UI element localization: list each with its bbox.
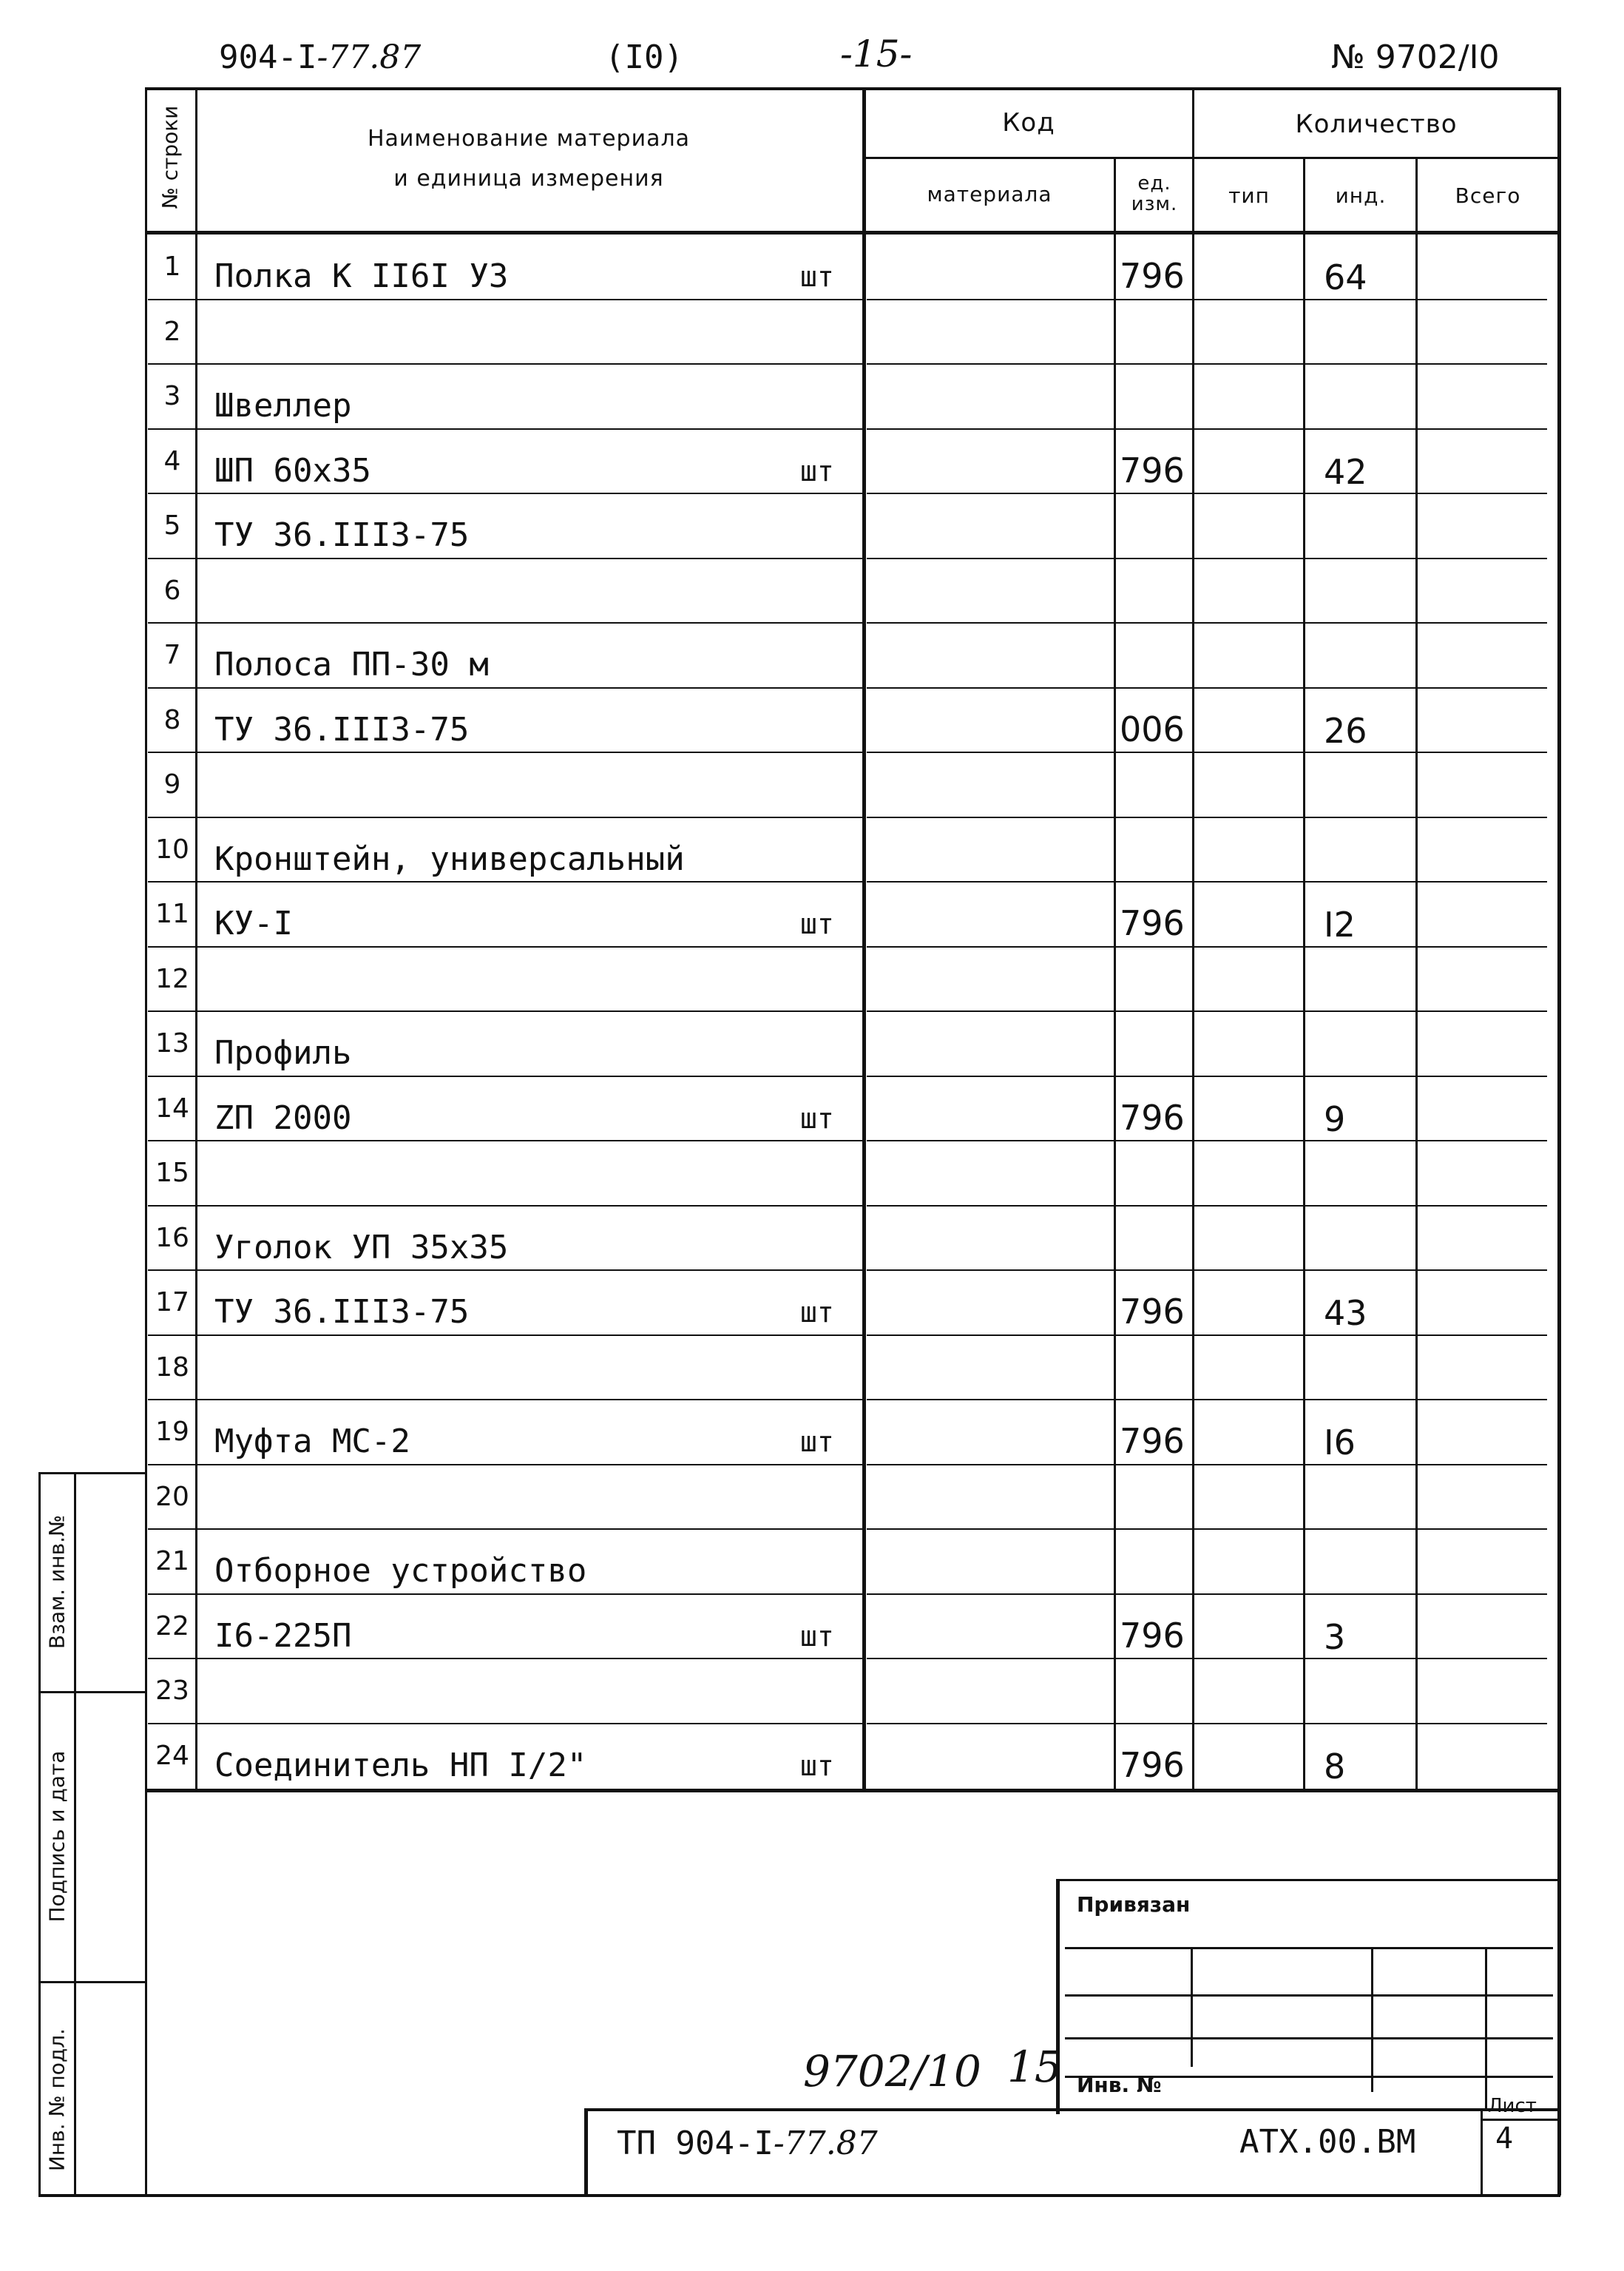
qty-type-column-line: [1303, 157, 1305, 1789]
row-rule-right: [867, 1076, 1547, 1077]
row-rule: [148, 752, 862, 753]
row-rule: [148, 946, 862, 948]
row-rule: [148, 687, 862, 689]
qty-individual: I2: [1324, 905, 1356, 945]
header-qty-total: Всего: [1455, 183, 1521, 208]
row-rule-right: [867, 299, 1547, 300]
material-name: ZП 2000: [214, 1099, 352, 1137]
header-qty-type: тип: [1228, 183, 1270, 208]
inv-no-label: Инв. №: [1077, 2073, 1162, 2097]
row-rule-right: [867, 1269, 1547, 1271]
row-rule: [148, 817, 862, 818]
qty-individual: 43: [1324, 1293, 1367, 1333]
material-name: Швеллер: [214, 387, 352, 425]
row-number: 9: [163, 769, 181, 800]
title-block-left-line: [584, 2108, 588, 2196]
row-rule-right: [867, 493, 1547, 494]
unit-label: шт: [800, 1619, 834, 1653]
material-name: Муфта МС-2: [214, 1423, 410, 1460]
title-doc-code: [617, 2125, 878, 2162]
row-number: 2: [163, 316, 181, 347]
row-rule: [148, 1334, 862, 1336]
unit-code: 796: [1120, 1421, 1185, 1461]
privyazan-top-line: [1056, 1879, 1559, 1881]
header-code-unit-line2: изм.: [1131, 193, 1178, 215]
privyazan-col-3: [1485, 1948, 1487, 2111]
row-number: 5: [163, 510, 181, 541]
unit-code: 796: [1120, 1615, 1185, 1656]
privyazan-col-2: [1371, 1948, 1373, 2092]
header-code-unit: [1117, 173, 1192, 215]
name-column-line: [862, 87, 866, 1790]
page-bottom-border: [38, 2194, 1560, 2197]
material-name: ШП 60х35: [214, 451, 371, 490]
material-name: Полоса ПП-30 м: [214, 646, 489, 684]
privyazan-line-3: [1065, 2037, 1553, 2039]
unit-label: шт: [800, 1296, 834, 1329]
row-rule-right: [867, 687, 1547, 689]
material-name: Полка К II6I УЗ: [214, 257, 509, 295]
margin-vzam-inv: Взам. инв.№: [44, 1514, 70, 1650]
material-name: Отборное устройство: [214, 1552, 587, 1590]
margin-outer-line: [38, 1472, 41, 2196]
row-rule-right: [867, 558, 1547, 559]
qty-ind-column-line: [1415, 157, 1418, 1789]
quantity-subheader-line: [1194, 157, 1559, 159]
qty-individual: I6: [1324, 1423, 1356, 1462]
row-number: 8: [163, 704, 181, 735]
row-rule-right: [867, 1658, 1547, 1659]
row-rule-right: [867, 1334, 1547, 1336]
row-number: 10: [155, 834, 189, 865]
title-doc-hand: -77.87: [773, 2125, 878, 2162]
header-name-line2: и единица измерения: [393, 166, 664, 192]
row-rule-right: [867, 1399, 1547, 1400]
row-rule-right: [867, 881, 1547, 883]
row-rule: [148, 428, 862, 430]
material-name: I6-225П: [214, 1616, 352, 1655]
privyazan-label: Привязан: [1077, 1892, 1191, 1917]
row-number: 14: [155, 1093, 189, 1124]
margin-inv-podl: Инв. № подл.: [44, 2028, 70, 2172]
material-name: ТУ 36.III3-75: [214, 516, 470, 554]
sheet-divider: [1482, 2119, 1559, 2121]
unit-code: 796: [1120, 1744, 1185, 1785]
row-rule-right: [867, 1205, 1547, 1207]
row-rule-right: [867, 752, 1547, 753]
unit-code: 796: [1120, 1292, 1185, 1332]
header-doc-number: № 9702/I0: [1331, 38, 1500, 76]
hand-page: 15: [1007, 2042, 1062, 2092]
row-number: 22: [155, 1610, 189, 1641]
header-code: [219, 38, 421, 76]
unit-code: 796: [1120, 903, 1185, 943]
row-rule: [148, 622, 862, 624]
code-column-line: [1192, 87, 1194, 1789]
row-rule-right: [867, 363, 1547, 365]
header-name-line1: Наименование материала: [367, 126, 691, 152]
row-rule: [148, 1076, 862, 1077]
row-rule: [148, 363, 862, 365]
row-number: 20: [155, 1481, 189, 1512]
row-rule-right: [867, 946, 1547, 948]
title-block-top-line: [584, 2108, 1560, 2111]
header-code: Код: [1002, 108, 1055, 138]
material-name: Уголок УП 35х35: [214, 1228, 509, 1266]
code-subheader-line: [864, 157, 1194, 159]
row-rule-right: [867, 428, 1547, 430]
header-bottom-border: [145, 231, 1559, 234]
row-rule: [148, 493, 862, 494]
row-number: 11: [155, 899, 189, 929]
row-rule: [148, 1464, 862, 1465]
row-rule: [148, 1205, 862, 1207]
row-rule-right: [867, 1723, 1547, 1724]
privyazan-col-1: [1191, 1948, 1193, 2067]
qty-individual: 8: [1324, 1746, 1346, 1786]
qty-individual: 9: [1324, 1099, 1346, 1139]
row-rule: [148, 1269, 862, 1271]
row-rule: [148, 299, 862, 300]
unit-code: 006: [1120, 709, 1185, 749]
row-rule-right: [867, 622, 1547, 624]
row-number: 12: [155, 963, 189, 994]
material-name: КУ-I: [214, 905, 293, 942]
unit-label: шт: [800, 454, 834, 487]
margin-podpis-data: Подпись и дата: [44, 1750, 70, 1923]
row-number: 16: [155, 1222, 189, 1253]
row-rule: [148, 558, 862, 559]
qty-individual: 26: [1324, 710, 1367, 751]
sheet-number: 4: [1495, 2122, 1514, 2156]
header-row-number: № строки: [158, 105, 183, 209]
row-rule: [148, 1399, 862, 1400]
header-code-hand: -77.87: [317, 38, 422, 76]
header-code-prefix: 904-I: [219, 38, 317, 76]
sheet-column-line: [1481, 2108, 1483, 2196]
unit-code: 796: [1120, 1097, 1185, 1138]
material-name: ТУ 36.III3-75: [214, 710, 470, 749]
row-rule-right: [867, 1593, 1547, 1595]
row-rule-right: [867, 1528, 1547, 1530]
table-top-border: [145, 87, 1559, 90]
qty-individual: 3: [1324, 1616, 1346, 1657]
unit-label: шт: [800, 260, 834, 293]
row-rule: [148, 1658, 862, 1659]
material-name: ТУ 36.III3-75: [214, 1293, 470, 1331]
row-rule-right: [867, 1010, 1547, 1012]
material-name: Кронштейн, универсальный: [214, 840, 685, 878]
row-number: 18: [155, 1352, 189, 1383]
privyazan-line-2: [1065, 1994, 1553, 1997]
margin-line-2: [38, 1691, 145, 1693]
header-qty-ind: инд.: [1335, 183, 1387, 208]
margin-inner-line: [74, 1472, 76, 2196]
title-designation: АТХ.00.ВМ: [1239, 2123, 1416, 2161]
row-number: 1: [163, 252, 181, 282]
row-rule: [148, 881, 862, 883]
row-number: 19: [155, 1417, 189, 1447]
header-code-unit-line1: ед.: [1137, 172, 1171, 195]
row-number: 24: [155, 1740, 189, 1771]
row-number: 7: [163, 640, 181, 670]
margin-top-line: [38, 1472, 145, 1474]
unit-label: шт: [800, 1425, 834, 1458]
unit-label: шт: [800, 908, 834, 940]
sheet-label: Лист: [1488, 2095, 1537, 2117]
title-doc-prefix: ТП 904-I: [617, 2125, 774, 2162]
row-number: 17: [155, 1287, 189, 1317]
header-page-number: -15-: [840, 33, 913, 75]
row-number: 3: [163, 381, 181, 411]
qty-individual: 64: [1324, 257, 1367, 297]
row-rule: [148, 1723, 862, 1724]
unit-code: 796: [1120, 256, 1185, 296]
code-material-column-line: [1114, 157, 1116, 1789]
row-number: 15: [155, 1158, 189, 1188]
material-name: Соединитель НП I/2": [214, 1746, 587, 1784]
header-part: (I0): [605, 38, 683, 76]
row-number: 4: [163, 445, 181, 476]
row-rule: [148, 1140, 862, 1141]
header-quantity: Количество: [1295, 109, 1458, 139]
table-bottom-border: [145, 1789, 1559, 1792]
row-rule: [148, 1528, 862, 1530]
row-number: 23: [155, 1676, 189, 1706]
row-number: 13: [155, 1028, 189, 1059]
row-rule-right: [867, 817, 1547, 818]
margin-line-3: [38, 1981, 145, 1983]
row-number: 6: [163, 575, 181, 606]
hand-note: 9702/10: [803, 2046, 981, 2096]
row-rule: [148, 1593, 862, 1595]
unit-label: шт: [800, 1749, 834, 1782]
row-rule: [148, 1010, 862, 1012]
row-number: 21: [155, 1546, 189, 1576]
unit-label: шт: [800, 1101, 834, 1135]
unit-code: 796: [1120, 450, 1185, 490]
row-rule-right: [867, 1464, 1547, 1465]
material-name: Профиль: [214, 1034, 352, 1072]
left-frame-line: [145, 87, 147, 2196]
row-rule-right: [867, 1140, 1547, 1141]
qty-individual: 42: [1324, 451, 1367, 492]
header-code-material: материала: [927, 182, 1052, 206]
privyazan-line-1: [1065, 1947, 1553, 1949]
